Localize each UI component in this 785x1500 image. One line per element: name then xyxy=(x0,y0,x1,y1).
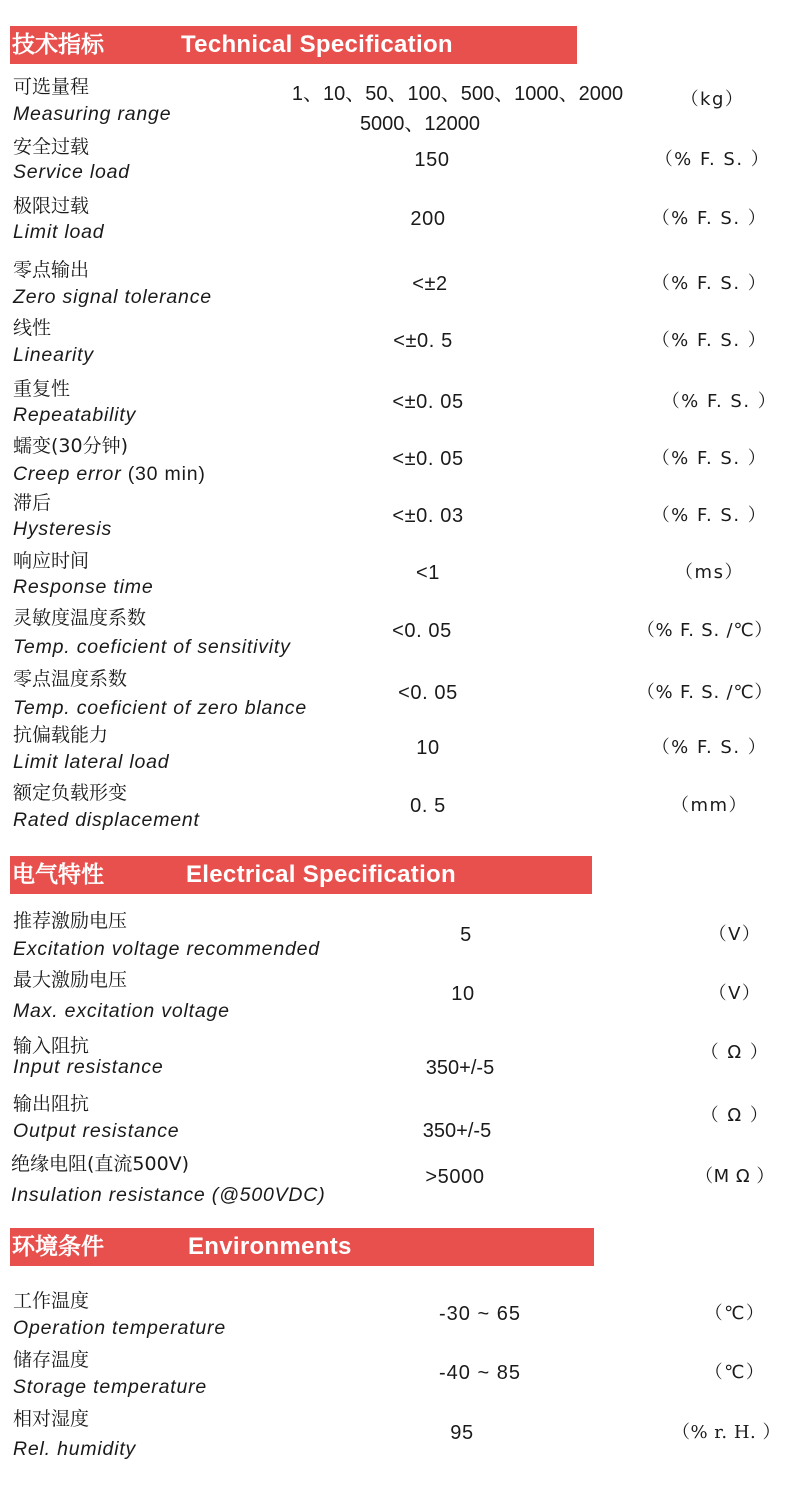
spec-value: >5000 xyxy=(425,1166,485,1188)
section-title-zh: 电气特性 xyxy=(12,862,104,888)
spec-value: 150 xyxy=(414,149,450,171)
spec-unit: （% F. S. ） xyxy=(661,391,778,412)
spec-label-en: Limit lateral load xyxy=(13,751,170,773)
spec-unit: （% F. S. ） xyxy=(651,273,768,294)
spec-label-en: Rel. humidity xyxy=(13,1438,137,1460)
spec-label-zh: 抗偏载能力 xyxy=(13,724,109,746)
spec-value: <0. 05 xyxy=(392,620,452,642)
spec-unit: （% r. H. ） xyxy=(671,1422,782,1443)
spec-value: <±0. 5 xyxy=(393,330,453,352)
spec-label-en: Operation temperature xyxy=(13,1317,226,1339)
spec-value: 95 xyxy=(450,1422,474,1444)
spec-label-en-suffix: (30 min) xyxy=(121,463,206,485)
technical-spec-header xyxy=(10,26,577,64)
section-title-zh: 环境条件 xyxy=(12,1234,104,1260)
section-title-en: Environments xyxy=(188,1233,352,1260)
spec-label-zh: 零点温度系数 xyxy=(13,668,128,690)
spec-unit: （ms） xyxy=(675,562,744,583)
spec-label-en xyxy=(13,463,206,485)
spec-label-zh: 线性 xyxy=(13,317,52,339)
spec-unit: （ Ω ） xyxy=(700,1042,770,1063)
spec-label-zh: 重复性 xyxy=(13,378,71,400)
spec-label-en: Output resistance xyxy=(13,1120,180,1142)
spec-label-en-main: Insulation resistance xyxy=(11,1184,206,1206)
spec-label-zh: 储存温度 xyxy=(13,1349,90,1371)
spec-label-en-main: Creep error xyxy=(13,463,122,485)
spec-value: 350+/-5 xyxy=(425,1057,495,1079)
spec-unit: （kg） xyxy=(680,89,745,110)
spec-label-zh: 相对湿度 xyxy=(13,1408,90,1430)
spec-label-en: Repeatability xyxy=(13,404,137,426)
spec-value: <±0. 05 xyxy=(392,391,464,413)
spec-unit: （% F. S. ） xyxy=(651,448,768,469)
spec-label-zh: 可选量程 xyxy=(13,76,90,98)
spec-unit: （ Ω ） xyxy=(700,1105,770,1126)
spec-value: <0. 05 xyxy=(398,682,458,704)
spec-label-en: Limit load xyxy=(13,221,105,243)
spec-unit: （℃） xyxy=(704,1303,766,1324)
spec-label-zh: 零点输出 xyxy=(13,259,90,281)
spec-value: 5 xyxy=(460,924,472,946)
spec-unit: （% F. S. ） xyxy=(654,149,771,170)
spec-label-zh: 极限过载 xyxy=(13,195,90,217)
spec-unit: （% F. S. /℃） xyxy=(636,620,774,641)
spec-label-zh: 额定负载形变 xyxy=(13,782,128,804)
spec-label-en: Excitation voltage recommended xyxy=(13,938,320,960)
spec-value: <±0. 03 xyxy=(392,505,464,527)
spec-label-en: Rated displacement xyxy=(13,809,200,831)
spec-value: 10 xyxy=(451,983,475,1005)
spec-label-zh: 安全过载 xyxy=(13,136,90,158)
environments-header xyxy=(10,1228,594,1266)
spec-label-en: Response time xyxy=(13,576,154,598)
spec-value: <1 xyxy=(415,562,440,584)
spec-unit: （% F. S. ） xyxy=(651,505,768,526)
spec-label-en: Zero signal tolerance xyxy=(13,286,212,308)
section-title-en: Electrical Specification xyxy=(186,861,456,888)
spec-label-en: Storage temperature xyxy=(13,1376,208,1398)
electrical-spec-header xyxy=(10,856,592,894)
spec-unit: （V） xyxy=(708,983,762,1004)
spec-unit: （% F. S. ） xyxy=(651,208,768,229)
spec-value: -40 ~ 85 xyxy=(439,1362,521,1384)
spec-value: <±0. 05 xyxy=(392,448,464,470)
spec-label-en: Temp. coeficient of sensitivity xyxy=(13,636,291,658)
spec-label-en: Hysteresis xyxy=(13,518,113,540)
spec-unit: （V） xyxy=(708,924,762,945)
spec-value: <±2 xyxy=(412,273,448,295)
spec-value-continued: 5000、12000 xyxy=(359,113,481,135)
spec-unit: （% F. S. /℃） xyxy=(636,682,774,703)
spec-label-zh: 绝缘电阻(直流500V) xyxy=(11,1153,190,1175)
spec-label-zh: 输入阻抗 xyxy=(13,1035,90,1057)
section-title-zh: 技术指标 xyxy=(12,32,104,58)
spec-unit: （M Ω ） xyxy=(695,1166,775,1187)
spec-label-zh: 推荐激励电压 xyxy=(13,910,128,932)
spec-value: 200 xyxy=(410,208,446,230)
spec-label-en: Input resistance xyxy=(13,1056,164,1078)
spec-value: 1、10、50、100、500、1000、2000 xyxy=(291,83,624,105)
spec-value: -30 ~ 65 xyxy=(439,1303,521,1325)
spec-label-en-suffix: (@500VDC) xyxy=(205,1184,326,1206)
section-title-en: Technical Specification xyxy=(181,31,453,58)
spec-unit: （℃） xyxy=(704,1362,766,1383)
spec-label-en xyxy=(11,1184,325,1206)
spec-value: 0. 5 xyxy=(410,795,446,817)
spec-value: 10 xyxy=(416,737,440,759)
spec-label-zh: 灵敏度温度系数 xyxy=(13,607,147,629)
spec-label-zh: 蠕变(30分钟) xyxy=(13,435,129,457)
spec-label-zh: 响应时间 xyxy=(13,550,90,572)
spec-label-en: Temp. coeficient of zero blance xyxy=(13,697,307,719)
spec-label-en: Linearity xyxy=(13,344,94,366)
spec-label-zh: 工作温度 xyxy=(13,1290,90,1312)
spec-unit: （% F. S. ） xyxy=(651,330,768,351)
spec-label-en: Service load xyxy=(13,161,130,183)
spec-label-zh: 最大激励电压 xyxy=(13,969,128,991)
spec-label-en: Max. excitation voltage xyxy=(13,1000,230,1022)
spec-unit: （mm） xyxy=(670,795,749,816)
spec-value: 350+/-5 xyxy=(422,1120,492,1142)
spec-unit: （% F. S. ） xyxy=(651,737,768,758)
spec-label-zh: 滞后 xyxy=(13,492,52,514)
spec-label-zh: 输出阻抗 xyxy=(13,1093,90,1115)
spec-label-en: Measuring range xyxy=(13,103,172,125)
